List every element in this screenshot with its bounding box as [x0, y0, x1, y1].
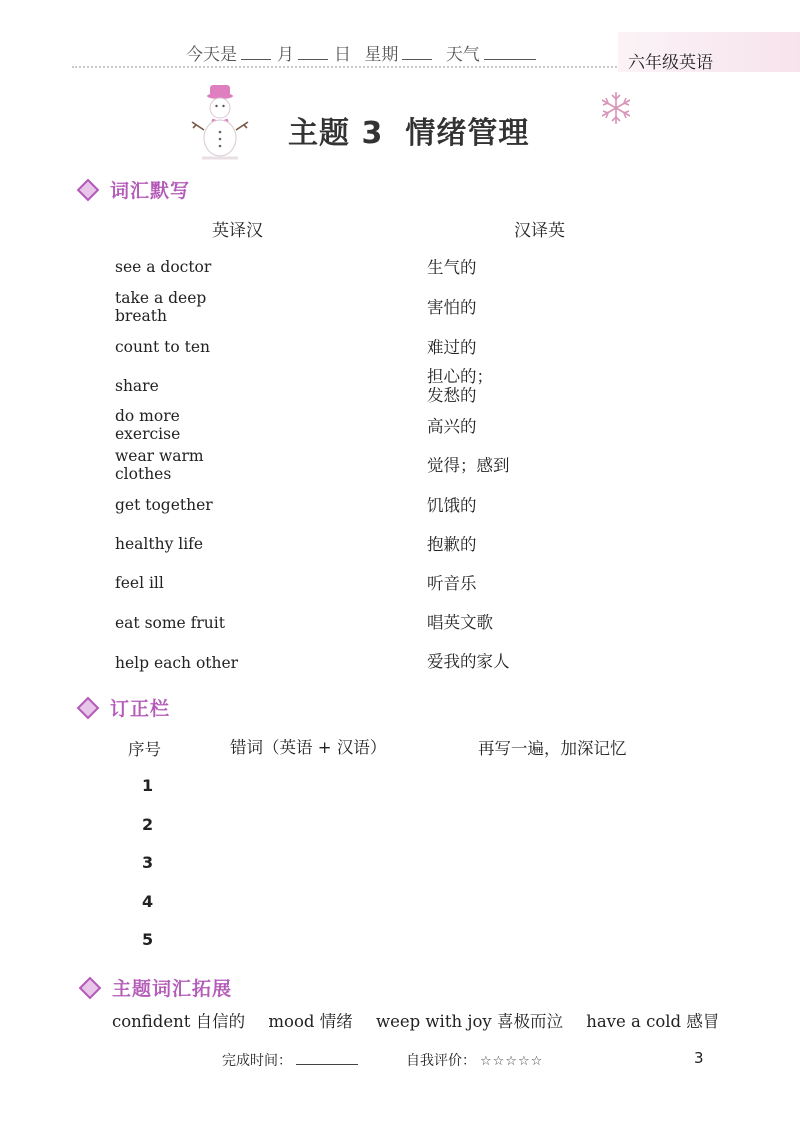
extension-item: confident 自信的: [112, 1012, 246, 1031]
vocab-cn-item: 唱英文歌: [427, 612, 493, 632]
weekday-label: 星期: [364, 45, 399, 65]
vocab-cn-item: 觉得；感到: [427, 455, 510, 475]
vocab-en-item: share: [115, 377, 159, 395]
vocab-en-item: eat some fruit: [115, 614, 225, 632]
vocab-cn-item: 难过的: [427, 337, 477, 357]
correction-section-heading: [80, 694, 170, 721]
today-label: 今天是: [186, 45, 237, 65]
vocab-cn-item: 害怕的: [427, 297, 477, 317]
correction-col-wrong-word: 错词（英语 + 汉语）: [230, 738, 387, 757]
correction-row-number: 3: [142, 853, 154, 872]
vocab-en-item: feel ill: [115, 574, 164, 592]
weather-blank: [484, 45, 536, 60]
vocab-cn-item: 饥饿的: [427, 495, 477, 515]
self-evaluation-field: [406, 1050, 543, 1070]
page-title: [288, 108, 529, 152]
vocab-en-item: help each other: [115, 654, 239, 672]
completion-time-label: 完成时间：: [222, 1053, 292, 1069]
extension-section-heading: [82, 974, 232, 1001]
date-weather-line: [186, 40, 542, 65]
month-blank: [241, 45, 271, 60]
vocab-cn-item: 爱我的家人: [427, 651, 510, 671]
correction-row-number: 5: [142, 930, 154, 949]
vocab-en-item: take a deep breath: [115, 289, 207, 325]
title-name: 情绪管理: [405, 116, 530, 151]
diamond-bullet-icon: [79, 976, 102, 999]
col-header-en-to-cn: 英译汉: [212, 221, 263, 241]
extension-item: have a cold 感冒: [586, 1012, 720, 1031]
rating-stars: ☆☆☆☆☆: [480, 1054, 544, 1069]
header-divider: [72, 66, 617, 68]
weather-label: 天气: [445, 45, 480, 65]
vocab-en-item: see a doctor: [115, 258, 212, 276]
correction-row-number: 2: [142, 815, 154, 834]
vocab-en-item: get together: [115, 496, 213, 514]
day-label: 日: [334, 45, 351, 65]
col-header-cn-to-en: 汉译英: [514, 221, 565, 241]
vocab-en-item: count to ten: [115, 338, 211, 356]
vocab-en-item: do more exercise: [115, 407, 181, 443]
weekday-blank: [402, 45, 432, 60]
correction-col-rewrite: 再写一遍，加深记忆: [478, 739, 627, 758]
month-label: 月: [277, 45, 294, 65]
title-theme: 主题 3: [288, 116, 384, 151]
correction-section-title: 订正栏: [110, 698, 171, 720]
completion-time-blank: [296, 1052, 358, 1065]
vocab-section-title: 词汇默写: [110, 180, 191, 202]
completion-time-field: [222, 1050, 358, 1070]
extension-item: mood 情绪: [268, 1012, 353, 1031]
extension-section-title: 主题词汇拓展: [112, 978, 233, 1000]
extension-vocab-line: [112, 1008, 737, 1032]
snowflake-icon: [598, 90, 634, 126]
correction-row-number: 4: [142, 892, 154, 911]
vocab-en-item: healthy life: [115, 535, 204, 553]
self-evaluation-label: 自我评价：: [406, 1053, 476, 1069]
correction-col-number: 序号: [128, 740, 161, 759]
vocab-en-item: wear warm clothes: [115, 447, 204, 483]
diamond-bullet-icon: [77, 178, 100, 201]
snowman-icon: [190, 84, 250, 160]
diamond-bullet-icon: [77, 696, 100, 719]
vocab-cn-item: 抱歉的: [427, 534, 477, 554]
day-blank: [298, 45, 328, 60]
grade-label: 六年级英语: [628, 53, 713, 73]
vocab-cn-item: 生气的: [427, 257, 477, 277]
vocab-cn-item: 听音乐: [427, 573, 477, 593]
vocab-section-heading: [80, 176, 190, 203]
page-number: 3: [694, 1049, 704, 1067]
correction-row-number: 1: [142, 776, 154, 795]
extension-item: weep with joy 喜极而泣: [375, 1012, 563, 1031]
vocab-cn-item: 高兴的: [427, 416, 477, 436]
vocab-cn-item: 担心的；发愁的: [427, 367, 493, 405]
